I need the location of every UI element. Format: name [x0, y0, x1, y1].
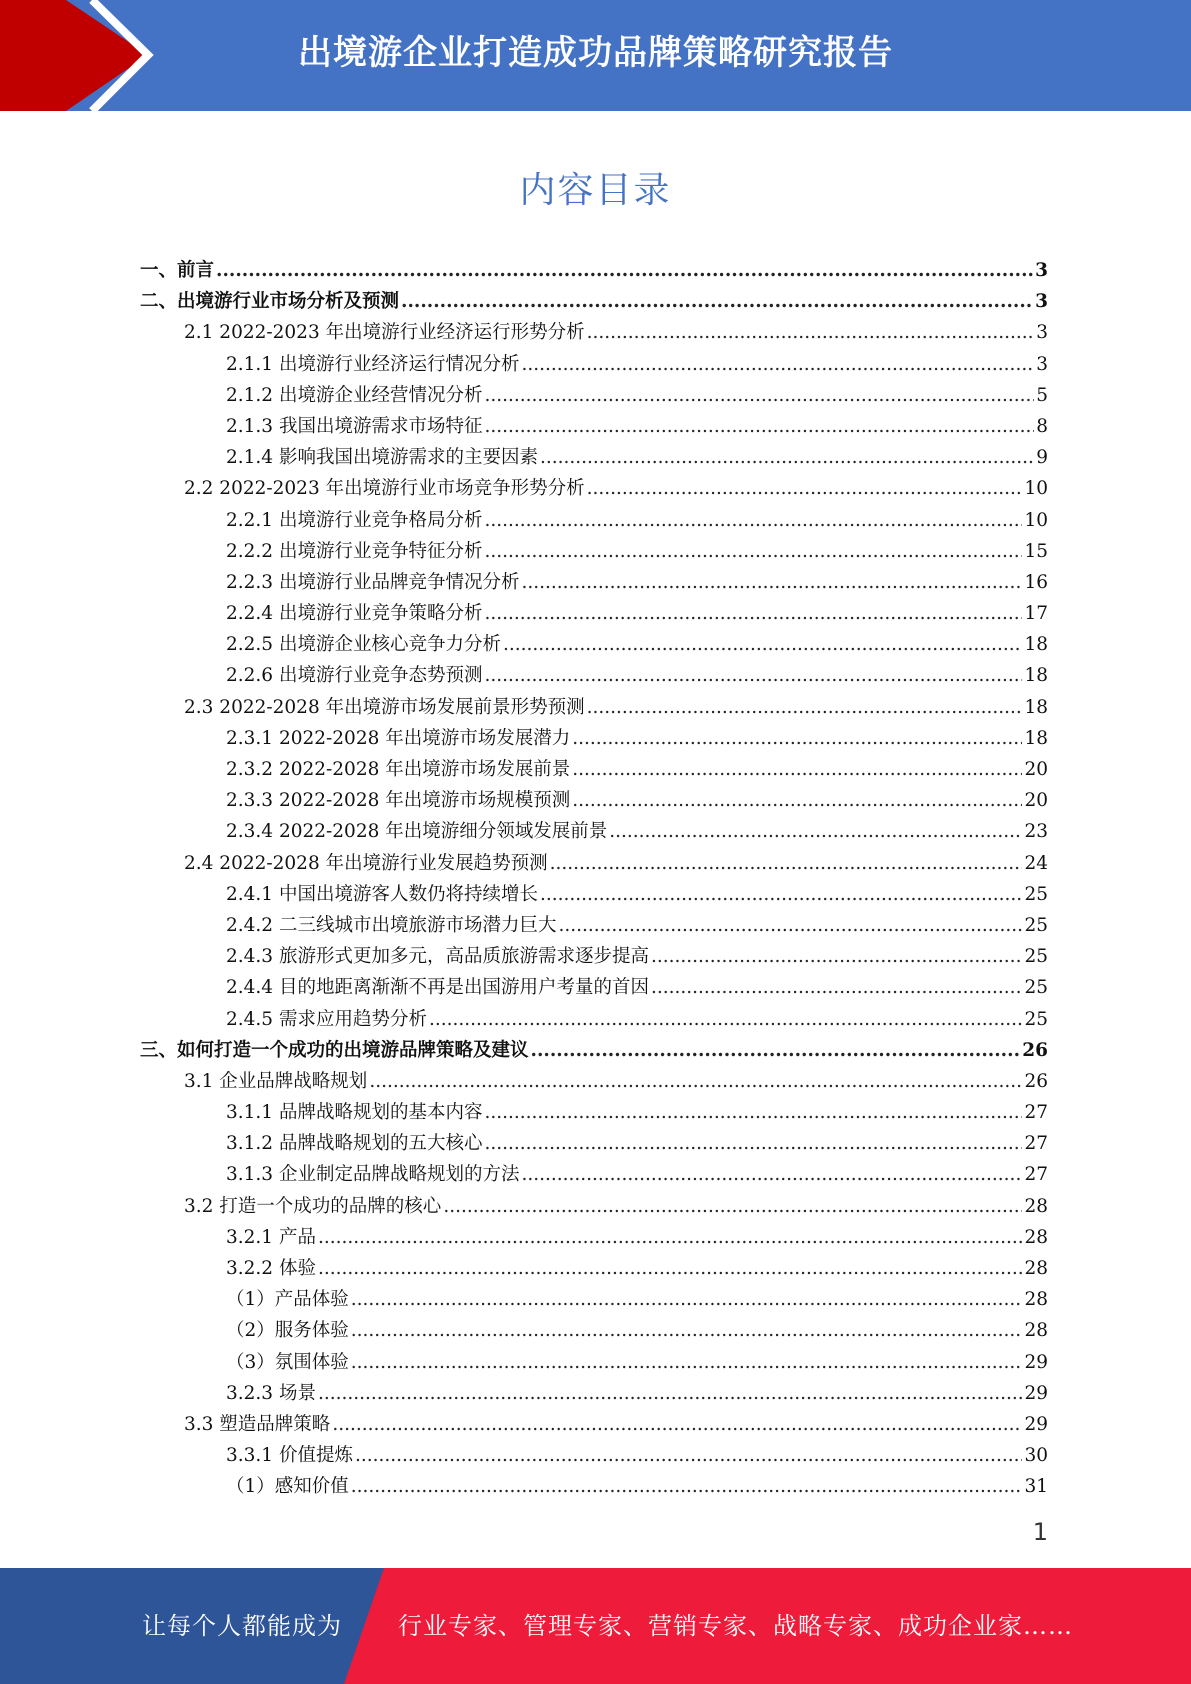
toc-entry-page: 24: [1024, 852, 1048, 874]
toc-entry[interactable]: [140, 1035, 1048, 1066]
toc-entry-page: 28: [1024, 1226, 1048, 1248]
toc-entry-page: 29: [1024, 1413, 1048, 1435]
toc-entry-title: 2.3.1 2022-2028 年出境游市场发展潜力: [226, 727, 571, 749]
toc-dot-leader: [351, 1284, 1023, 1315]
toc-entry-page: 27: [1024, 1102, 1048, 1124]
toc-dot-leader: [318, 1253, 1023, 1284]
toc-dot-leader: [332, 1409, 1022, 1440]
toc-entry-page: 25: [1024, 977, 1048, 999]
toc-entry[interactable]: [140, 1409, 1048, 1440]
toc-entry[interactable]: [140, 380, 1048, 411]
toc-entry[interactable]: [140, 941, 1048, 972]
toc-entry[interactable]: [140, 785, 1048, 816]
toc-entry-title: 2.1.1 出境游行业经济运行情况分析: [226, 353, 520, 375]
toc-dot-leader: [484, 505, 1022, 536]
toc-dot-leader: [540, 442, 1034, 473]
toc-dot-leader: [587, 692, 1023, 723]
toc-entry[interactable]: [140, 1066, 1048, 1097]
toc-entry-page: 25: [1024, 1008, 1048, 1030]
toc-entry-title: 3.3 塑造品牌策略: [184, 1413, 331, 1435]
toc-entry[interactable]: [140, 1191, 1048, 1222]
toc-entry-title: 2.3.3 2022-2028 年出境游市场规模预测: [226, 790, 571, 812]
toc-entry[interactable]: [140, 816, 1048, 847]
toc-entry-page: 28: [1024, 1195, 1048, 1217]
toc-entry[interactable]: [140, 1471, 1048, 1502]
toc-dot-leader: [521, 1159, 1022, 1190]
toc-entry-title: 2.1.4 影响我国出境游需求的主要因素: [226, 447, 538, 469]
toc-dot-leader: [572, 723, 1022, 754]
toc-entry-page: 3: [1036, 322, 1048, 344]
header-banner: [0, 0, 1191, 111]
toc-entry-page: 25: [1024, 883, 1048, 905]
toc-entry[interactable]: [140, 692, 1048, 723]
toc-entry[interactable]: [140, 255, 1048, 286]
toc-entry[interactable]: [140, 473, 1048, 504]
toc-entry-title: 3.3.1 价值提炼: [226, 1445, 353, 1467]
toc-entry-page: 18: [1024, 696, 1048, 718]
toc-entry-title: 2.4 2022-2028 年出境游行业发展趋势预测: [184, 852, 548, 874]
toc-entry-title: 3.2.3 场景: [226, 1382, 316, 1404]
toc-dot-leader: [572, 785, 1022, 816]
toc-entry-title: 2.2.5 出境游企业核心竞争力分析: [226, 634, 501, 656]
toc-dot-leader: [484, 598, 1022, 629]
toc-entry-title: 2.4.2 二三线城市出境旅游市场潜力巨大: [226, 914, 557, 936]
toc-entry-title: 2.1.2 出境游企业经营情况分析: [226, 384, 483, 406]
toc-entry-page: 5: [1036, 384, 1048, 406]
toc-dot-leader: [351, 1347, 1023, 1378]
toc-entry-title: 2.2.1 出境游行业竞争格局分析: [226, 509, 483, 531]
toc-dot-leader: [651, 941, 1022, 972]
toc-entry[interactable]: [140, 536, 1048, 567]
toc-entry-page: 26: [1022, 1039, 1048, 1061]
toc-dot-leader: [651, 972, 1022, 1003]
toc-dot-leader: [540, 879, 1022, 910]
toc-entry-page: 26: [1024, 1070, 1048, 1092]
toc-entry-page: 8: [1036, 415, 1048, 437]
toc-entry-page: 23: [1024, 821, 1048, 843]
toc-entry-title: 3.1.3 企业制定品牌战略规划的方法: [226, 1164, 520, 1186]
toc-entry[interactable]: [140, 567, 1048, 598]
toc-entry[interactable]: [140, 848, 1048, 879]
toc-entry-page: 10: [1024, 478, 1048, 500]
toc-entry-page: 18: [1024, 665, 1048, 687]
footer-banner: [0, 1568, 1191, 1684]
toc-entry[interactable]: [140, 1347, 1048, 1378]
toc-entry-title: 2.2.2 出境游行业竞争特征分析: [226, 540, 483, 562]
toc-entry[interactable]: [140, 660, 1048, 691]
toc-entry-title: 2.4.3 旅游形式更加多元，高品质旅游需求逐步提高: [226, 946, 649, 968]
toc-dot-leader: [484, 1097, 1022, 1128]
toc-dot-leader: [609, 816, 1022, 847]
toc-dot-leader: [318, 1378, 1023, 1409]
toc-entry-title: 3.2.2 体验: [226, 1258, 316, 1279]
toc-entry[interactable]: [140, 1159, 1048, 1190]
toc-dot-leader: [587, 473, 1023, 504]
toc-dot-leader: [216, 255, 1033, 286]
toc-entry-page: 25: [1024, 914, 1048, 936]
toc-entry-title: 2.4.5 需求应用趋势分析: [226, 1008, 427, 1030]
toc-dot-leader: [484, 1128, 1022, 1159]
toc-entry[interactable]: [140, 505, 1048, 536]
toc-entry[interactable]: [140, 411, 1048, 442]
toc-entry-title: （3）氛围体验: [226, 1351, 349, 1373]
toc-dot-leader: [550, 848, 1023, 879]
toc-entry[interactable]: [140, 754, 1048, 785]
toc-heading: 内容目录: [519, 170, 672, 211]
footer-slogan-right: 行业专家、管理专家、营销专家、战略专家、成功企业家……: [398, 1612, 1073, 1640]
toc-entry[interactable]: [140, 972, 1048, 1003]
toc-entry-title: 2.2 2022-2023 年出境游行业市场竞争形势分析: [184, 478, 585, 500]
toc-entry[interactable]: [140, 349, 1048, 380]
toc-dot-leader: [351, 1471, 1023, 1502]
toc-entry[interactable]: [140, 1222, 1048, 1253]
toc-entry-page: 20: [1024, 790, 1048, 812]
page-number: 1: [1032, 1518, 1048, 1546]
toc-entry[interactable]: [140, 629, 1048, 660]
toc-entry-title: 2.4.1 中国出境游客人数仍将持续增长: [226, 883, 538, 905]
toc-entry[interactable]: [140, 879, 1048, 910]
toc-entry-page: 18: [1024, 634, 1048, 656]
toc-entry[interactable]: [140, 598, 1048, 629]
toc-dot-leader: [521, 349, 1034, 380]
toc-dot-leader: [484, 536, 1022, 567]
toc-entry-title: 2.3 2022-2028 年出境游市场发展前景形势预测: [184, 696, 585, 718]
toc-entry[interactable]: [140, 442, 1048, 473]
toc-dot-leader: [521, 567, 1022, 598]
toc-entry-page: 18: [1024, 727, 1048, 749]
toc-entry-title: 2.1 2022-2023 年出境游行业经济运行形势分析: [184, 322, 585, 344]
toc-entry-page: 30: [1024, 1445, 1048, 1467]
toc-entry-title: （1）感知价值: [226, 1476, 349, 1498]
toc-entry-page: 28: [1024, 1289, 1048, 1311]
toc-entry-page: 9: [1036, 447, 1048, 469]
toc-entry-title: 3.1.1 品牌战略规划的基本内容: [226, 1102, 483, 1124]
toc-dot-leader: [484, 660, 1022, 691]
toc-entry-page: 16: [1024, 571, 1048, 593]
toc-entry-title: （1）产品体验: [226, 1289, 349, 1311]
toc-dot-leader: [443, 1191, 1022, 1222]
toc-entry-title: 2.2.4 出境游行业竞争策略分析: [226, 603, 483, 625]
toc-entry-title: 3.2 打造一个成功的品牌的核心: [184, 1195, 442, 1217]
toc-entry-title: （2）服务体验: [226, 1320, 349, 1342]
toc-entry-page: 3: [1036, 353, 1048, 375]
report-title: 出境游企业打造成功品牌策略研究报告: [298, 33, 893, 73]
toc-entry[interactable]: [140, 1128, 1048, 1159]
toc-entry-page: 28: [1024, 1258, 1048, 1279]
toc-entry[interactable]: [140, 1004, 1048, 1035]
toc-dot-leader: [572, 754, 1022, 785]
toc-entry-page: 27: [1024, 1133, 1048, 1155]
footer-slogan-left: 让每个人都能成为: [142, 1612, 342, 1640]
toc-entry[interactable]: [140, 1253, 1048, 1284]
toc-entry[interactable]: [140, 1440, 1048, 1471]
toc-entry-page: 25: [1024, 946, 1048, 968]
toc-entry[interactable]: [140, 1284, 1048, 1315]
toc-dot-leader: [558, 910, 1022, 941]
toc-entry-title: 2.3.2 2022-2028 年出境游市场发展前景: [226, 759, 571, 780]
toc-entry-title: 2.3.4 2022-2028 年出境游细分领域发展前景: [226, 821, 608, 843]
toc-entry-page: 10: [1024, 509, 1048, 531]
toc-entry-page: 28: [1024, 1320, 1048, 1342]
toc-entry-page: 31: [1024, 1476, 1048, 1498]
table-of-contents: [140, 255, 1048, 1503]
toc-dot-leader: [503, 629, 1022, 660]
toc-entry-title: 3.1.2 品牌战略规划的五大核心: [226, 1133, 483, 1155]
toc-entry[interactable]: [140, 1315, 1048, 1346]
toc-dot-leader: [351, 1315, 1023, 1346]
toc-entry-title: 2.2.6 出境游行业竞争态势预测: [226, 665, 483, 687]
toc-entry-page: 20: [1024, 759, 1048, 780]
toc-entry-page: 17: [1024, 603, 1048, 625]
toc-entry-page: 29: [1024, 1382, 1048, 1404]
toc-entry[interactable]: [140, 723, 1048, 754]
toc-entry-page: 3: [1035, 291, 1048, 313]
toc-dot-leader: [587, 317, 1035, 348]
toc-entry[interactable]: [140, 910, 1048, 941]
toc-dot-leader: [369, 1066, 1022, 1097]
toc-entry-page: 29: [1024, 1351, 1048, 1373]
toc-dot-leader: [401, 286, 1033, 317]
toc-entry-title: 3.1 企业品牌战略规划: [184, 1070, 368, 1092]
toc-entry-title: 2.2.3 出境游行业品牌竞争情况分析: [226, 571, 520, 593]
toc-dot-leader: [429, 1004, 1022, 1035]
toc-dot-leader: [484, 380, 1034, 411]
toc-entry-page: 3: [1035, 260, 1048, 281]
toc-entry[interactable]: [140, 1378, 1048, 1409]
toc-entry-title: 2.4.4 目的地距离渐渐不再是出国游用户考量的首因: [226, 977, 649, 999]
toc-dot-leader: [484, 411, 1034, 442]
toc-dot-leader: [531, 1035, 1021, 1066]
toc-dot-leader: [355, 1440, 1023, 1471]
toc-entry[interactable]: [140, 286, 1048, 317]
toc-entry-title: 2.1.3 我国出境游需求市场特征: [226, 415, 483, 437]
toc-entry[interactable]: [140, 317, 1048, 348]
toc-entry-title: 二、出境游行业市场分析及预测: [140, 291, 400, 313]
toc-entry-title: 一、前言: [140, 260, 215, 281]
toc-entry-title: 三、如何打造一个成功的出境游品牌策略及建议: [140, 1039, 529, 1061]
toc-entry-page: 27: [1024, 1164, 1048, 1186]
toc-entry-page: 15: [1024, 540, 1048, 562]
toc-entry-title: 3.2.1 产品: [226, 1226, 316, 1248]
toc-dot-leader: [318, 1222, 1023, 1253]
toc-entry[interactable]: [140, 1097, 1048, 1128]
